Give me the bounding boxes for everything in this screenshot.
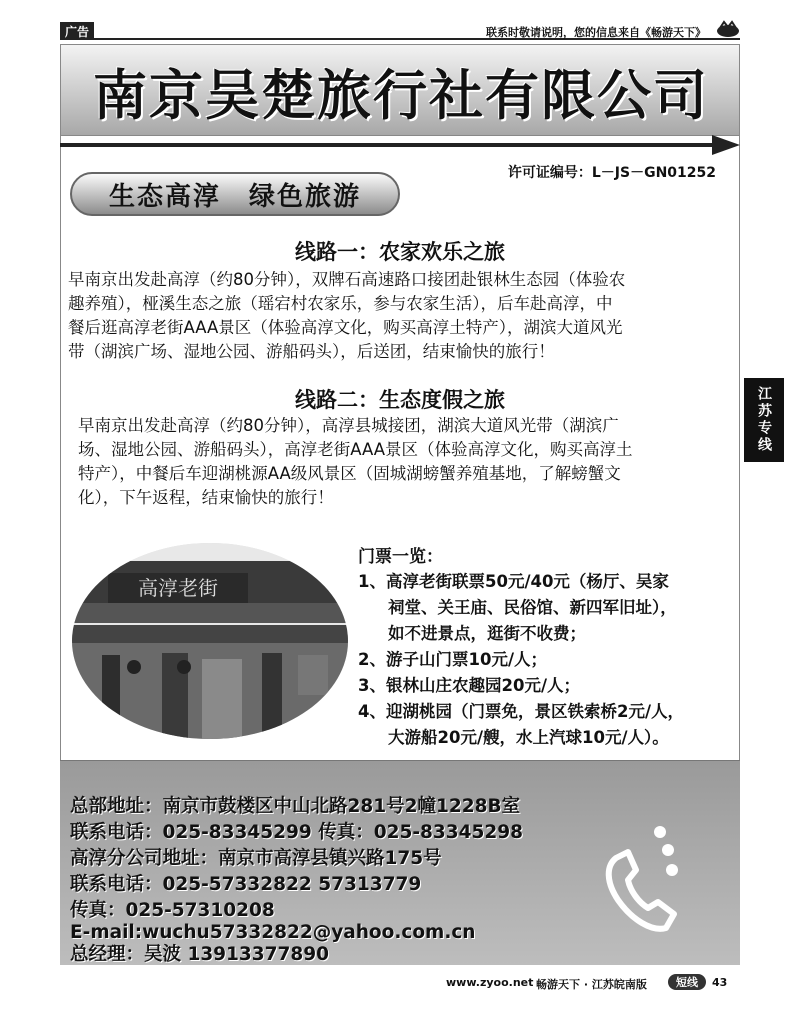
route-2-line: 特产），中餐后车迎湖桃源AA级风景区（固城湖螃蟹养殖基地，了解螃蟹文 xyxy=(78,464,621,483)
company-header xyxy=(60,44,740,136)
route-1-line: 餐后逛高淳老街AAA景区（体验高淳文化，购买高淳土特产），湖滨大道风光 xyxy=(68,318,623,337)
branch-phone: 联系电话：025-57332822 57313779 xyxy=(70,874,422,895)
general-manager: 总经理：吴波 13913377890 xyxy=(70,944,330,965)
page-number: 43 xyxy=(712,976,728,989)
route-2-title: 线路二：生态度假之旅 xyxy=(295,388,505,412)
ticket-line: 3、银林山庄农趣园20元/人； xyxy=(358,676,580,695)
license-number: 许可证编号：L－JS－GN01252 xyxy=(507,165,716,181)
route-2-line: 场、湿地公园、游船码头），高淳老街AAA景区（体验高淳文化，购买高淳土 xyxy=(78,440,633,459)
section-tab: 江苏专线 xyxy=(744,378,784,462)
ticket-line: 祠堂、关王庙、民俗馆、新四军旧址）， xyxy=(388,598,677,617)
email: E-mail:wuchu57332822@yahoo.com.cn xyxy=(70,922,476,943)
old-street-photo xyxy=(72,543,348,739)
company-name: 南京吴楚旅行社有限公司 xyxy=(93,64,709,127)
route-2-text xyxy=(78,414,728,510)
arrow-head-icon xyxy=(712,135,740,155)
telephone-icon xyxy=(602,822,702,934)
route-1-text xyxy=(68,268,736,364)
route-1-line: 带（湖滨广场、湿地公园、游船码头），后送团，结束愉快的旅行！ xyxy=(68,342,555,361)
branch-address: 高淳分公司地址：南京市高淳县镇兴路175号 xyxy=(70,848,442,869)
publication-logo-icon xyxy=(716,20,740,38)
route-1-line: 趣养殖），桠溪生态之旅（瑶宕村农家乐，参与农家生活），后车赴高淳，中 xyxy=(68,294,613,313)
building-image xyxy=(72,543,348,739)
hq-address: 总部地址：南京市鼓楼区中山北路281号2幢1228B室 xyxy=(70,796,521,817)
route-2-line: 早南京出发赴高淳（约80分钟），高淳县城接团，湖滨大道风光带（湖滨广 xyxy=(78,416,619,435)
route-1-line: 早南京出发赴高淳（约80分钟），双牌石高速路口接团赴银林生态园（体验农 xyxy=(68,270,626,289)
footer-publication: 畅游天下 · 江苏皖南版 xyxy=(536,978,647,991)
ticket-line: 1、高淳老街联票50元/40元（杨厅、吴家 xyxy=(358,572,669,591)
ad-label: 广告 xyxy=(60,22,94,40)
slogan-badge: 生态高淳 绿色旅游 xyxy=(70,172,400,216)
hq-phone-fax: 联系电话：025-83345299 传真：025-83345298 xyxy=(70,822,523,843)
building-sign: 高淳老街 xyxy=(138,576,218,600)
footer-section-badge: 短线 xyxy=(668,974,706,990)
ticket-title: 门票一览： xyxy=(358,547,443,567)
ticket-line: 大游船20元/艘，水上汽球10元/人）。 xyxy=(388,728,669,747)
arrow-divider xyxy=(60,143,720,147)
footer-url: www.zyoo.net xyxy=(446,976,534,989)
route-2-line: 化），下午返程，结束愉快的旅行！ xyxy=(78,488,334,507)
ticket-line: 2、游子山门票10元/人； xyxy=(358,650,547,669)
source-note: 联系时敬请说明，您的信息来自《畅游天下》 xyxy=(486,26,706,39)
ticket-line: 4、迎湖桃园（门票免，景区铁索桥2元/人， xyxy=(358,702,684,721)
branch-fax: 传真：025-57310208 xyxy=(70,900,275,921)
route-1-title: 线路一：农家欢乐之旅 xyxy=(295,240,505,264)
ticket-line: 如不进景点，逛街不收费； xyxy=(388,624,586,643)
